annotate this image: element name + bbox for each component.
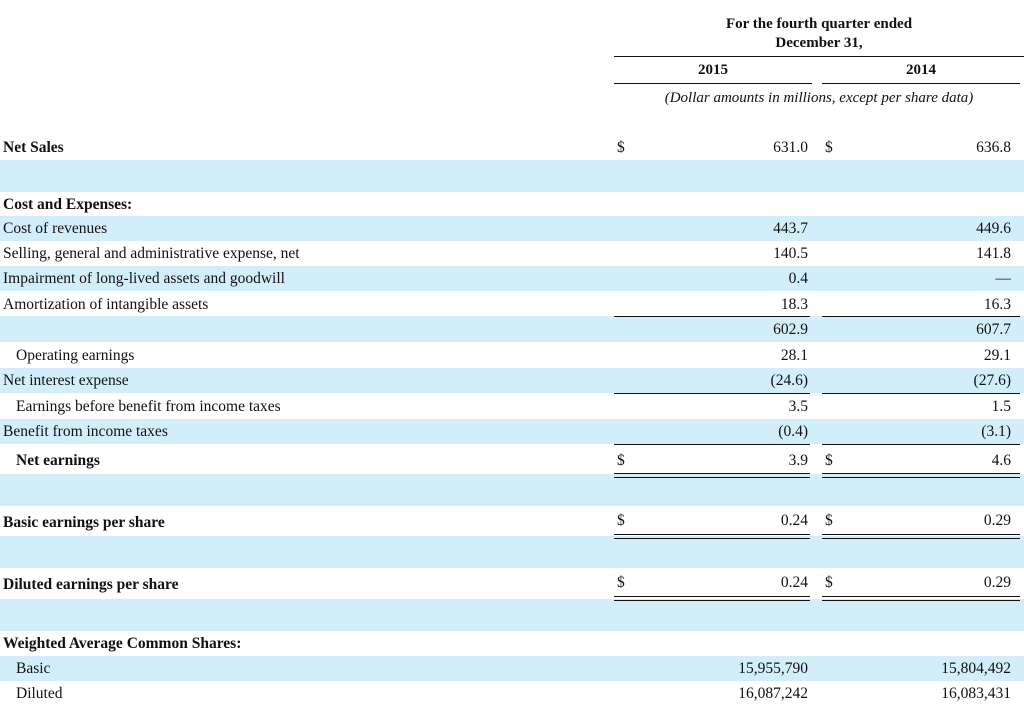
sga-label: Selling, general and administrative expense, net	[3, 245, 300, 262]
double-rule	[822, 473, 1020, 474]
subtotal-rule	[614, 444, 810, 445]
earnings-before-tax-2014: 1.5	[991, 398, 1011, 415]
units-note: (Dollar amounts in millions, except per share data)	[664, 90, 974, 106]
year-2015-rule	[614, 83, 812, 84]
basic-eps-2015: 0.24	[780, 512, 808, 529]
header-title-line2: December 31,	[775, 35, 863, 51]
net-interest-label: Net interest expense	[3, 372, 129, 389]
currency-symbol: $	[825, 574, 833, 591]
sga-2014: 141.8	[976, 245, 1011, 262]
basic-eps-2014: 0.29	[983, 512, 1011, 529]
double-rule	[614, 596, 810, 597]
subtotal-rule	[822, 444, 1020, 445]
subtotal-rule	[614, 316, 810, 317]
year-2014-header: 2014	[906, 62, 936, 78]
double-rule	[614, 473, 810, 474]
net-interest-2015: (24.6)	[770, 372, 808, 389]
currency-symbol: $	[617, 452, 625, 469]
wacs-diluted-label: Diluted	[16, 685, 63, 702]
currency-symbol: $	[617, 574, 625, 591]
currency-symbol: $	[617, 139, 625, 156]
net-earnings-2014: 4.6	[991, 452, 1011, 469]
header-title-line1: For the fourth quarter ended	[725, 16, 913, 32]
wacs-diluted-2015: 16,087,242	[738, 685, 808, 702]
benefit-tax-2014: (3.1)	[981, 423, 1011, 440]
row-band	[0, 160, 1024, 192]
subtotal-rule	[822, 393, 1020, 394]
earnings-before-tax-label: Earnings before benefit from income taxes	[16, 398, 281, 415]
double-rule	[614, 477, 810, 478]
double-rule	[822, 477, 1020, 478]
year-2015-header: 2015	[698, 62, 728, 78]
impairment-label: Impairment of long-lived assets and goodwill	[3, 270, 285, 287]
cost-expenses-heading: Cost and Expenses:	[3, 196, 133, 213]
subtotal-rule	[614, 393, 810, 394]
double-rule	[822, 596, 1020, 597]
cost-of-revenues-label: Cost of revenues	[3, 220, 108, 237]
wacs-basic-2014: 15,804,492	[941, 660, 1011, 677]
total-costs-2015: 602.9	[773, 321, 808, 338]
net-sales-label: Net Sales	[3, 139, 64, 156]
diluted-eps-2014: 0.29	[983, 574, 1011, 591]
double-rule	[614, 538, 810, 539]
row-band	[0, 599, 1024, 631]
operating-earnings-2014: 29.1	[983, 347, 1011, 364]
wacs-diluted-2014: 16,083,431	[941, 685, 1011, 702]
impairment-2015: 0.4	[788, 270, 808, 287]
double-rule	[822, 538, 1020, 539]
benefit-tax-2015: (0.4)	[778, 423, 808, 440]
operating-earnings-label: Operating earnings	[16, 347, 135, 364]
wacs-heading: Weighted Average Common Shares:	[3, 635, 242, 652]
amortization-2014: 16.3	[983, 296, 1011, 313]
row-band	[0, 536, 1024, 568]
double-rule	[614, 534, 810, 535]
currency-symbol: $	[617, 512, 625, 529]
basic-eps-label: Basic earnings per share	[3, 514, 165, 531]
wacs-basic-label: Basic	[16, 660, 51, 677]
double-rule	[614, 600, 810, 601]
net-sales-2015: 631.0	[773, 139, 808, 156]
net-earnings-2015: 3.9	[788, 452, 808, 469]
currency-symbol: $	[825, 512, 833, 529]
amortization-label: Amortization of intangible assets	[3, 296, 209, 313]
double-rule	[822, 600, 1020, 601]
benefit-tax-label: Benefit from income taxes	[3, 423, 168, 440]
currency-symbol: $	[825, 139, 833, 156]
net-sales-2014: 636.8	[976, 139, 1011, 156]
subtotal-rule	[822, 316, 1020, 317]
row-band	[0, 474, 1024, 506]
net-earnings-label: Net earnings	[16, 452, 100, 469]
wacs-basic-2015: 15,955,790	[738, 660, 808, 677]
header-rule	[614, 56, 1024, 57]
impairment-2014: —	[995, 270, 1011, 287]
diluted-eps-label: Diluted earnings per share	[3, 576, 179, 593]
double-rule	[822, 534, 1020, 535]
total-costs-2014: 607.7	[976, 321, 1011, 338]
sga-2015: 140.5	[773, 245, 808, 262]
diluted-eps-2015: 0.24	[780, 574, 808, 591]
cost-of-revenues-2014: 449.6	[976, 220, 1011, 237]
cost-of-revenues-2015: 443.7	[773, 220, 808, 237]
currency-symbol: $	[825, 452, 833, 469]
year-2014-rule	[822, 83, 1020, 84]
operating-earnings-2015: 28.1	[780, 347, 808, 364]
earnings-before-tax-2015: 3.5	[788, 398, 808, 415]
net-interest-2014: (27.6)	[973, 372, 1011, 389]
amortization-2015: 18.3	[780, 296, 808, 313]
